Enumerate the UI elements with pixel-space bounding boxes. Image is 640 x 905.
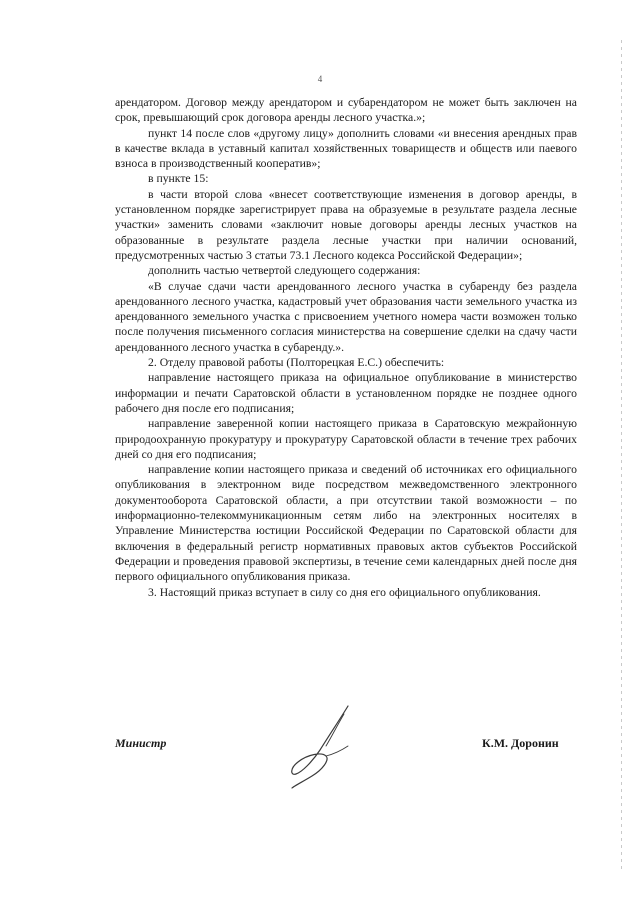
paragraph: пункт 14 после слов «другому лицу» дополнить словами «и внесения арендных прав в качестве вклада в уставный капитал хозяйственных товариществ и обществ или паевого взноса в производственный кооператив»;	[115, 126, 577, 171]
paragraph: дополнить частью четвертой следующего содержания:	[148, 264, 421, 278]
paragraph: в части второй слова «внесет соответствующие изменения в договор аренды, в установленном порядке зарегистрирует права на образуемые в результате раздела лесные участки» заменить словами «заключит новые договоры аренды лесных участков на образованные в результате раздела лесные участки при наличии оснований, предусмотренных частью 3 статьи 73.1 Лесного кодекса Российской Федерации»;	[115, 187, 577, 262]
signatory-title: Министр	[115, 736, 167, 750]
paragraph: арендатором. Договор между арендатором и субарендатором не может быть заключен на срок, превышающий срок договора аренды лесного участка.»;	[115, 96, 577, 125]
paragraph: 2. Отделу правовой работы (Полторецкая Е.С.) обеспечить:	[148, 356, 445, 370]
paragraph: 3. Настоящий приказ вступает в силу со дня его официального опубликования.	[148, 585, 541, 599]
signatory-name: К.М. Доронин	[482, 736, 559, 750]
paragraph: направление настоящего приказа на официальное опубликование в министерство информации и печати Саратовской области в установленном порядке не позднее одного рабочего дня после его подписания;	[115, 371, 577, 415]
scan-edge-line	[621, 40, 622, 870]
paragraph: направление заверенной копии настоящего приказа в Саратовскую межрайонную природоохранную прокуратуру и прокуратуру Саратовской области в течение трех рабочих дней со дня его подписания;	[115, 417, 577, 461]
document-body	[115, 95, 577, 600]
paragraph: в пункте 15:	[148, 172, 209, 186]
handwritten-signature	[282, 700, 362, 790]
paragraph: направление копии настоящего приказа и сведений об источниках его официального опубликования в электронном виде посредством межведомственного электронного документооборота Саратовской области, а при отсутствии такой возможности – по информационно-телекоммуникационным сетям либо на электронных носителях в Управление Министерства юстиции Российской Федерации по Саратовской области для включения в федеральный регистр нормативных правовых актов субъектов Российской Федерации и проведения правовой экспертизы, в течение семи календарных дней после дня первого официального опубликования приказа.	[115, 463, 577, 584]
page-number: 4	[317, 74, 323, 84]
paragraph: «В случае сдачи части арендованного лесного участка в субаренду без раздела арендованного лесного участка, кадастровый учет образования части земельного участка из арендованного земельного участка с присвоением учетного номера части возможен только после получения письменного согласия министерства на совершение сделки на сдачу части арендованного лесного участка в субаренду.».	[115, 279, 577, 354]
